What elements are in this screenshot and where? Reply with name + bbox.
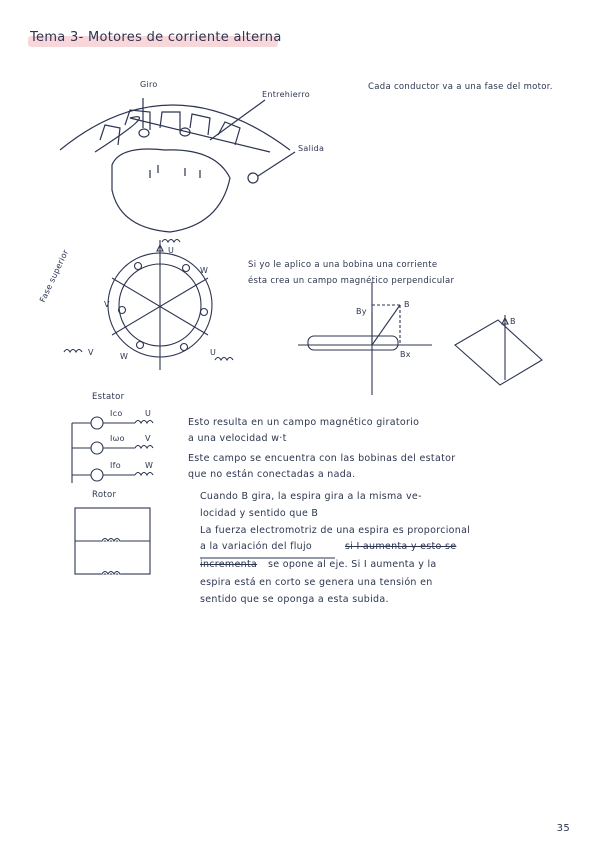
- paragraph-line-8b-struck: si I aumenta y esto se: [345, 541, 457, 552]
- estator-label: Estator: [92, 392, 125, 402]
- coil-v-symbol: [64, 350, 82, 353]
- label-salida: Salida: [298, 144, 325, 153]
- coil-w-symbol: [215, 358, 233, 361]
- estator-row-3-current: Ifo: [110, 461, 121, 470]
- rotor-label: Rotor: [92, 490, 117, 500]
- ring-terminal-5: [137, 342, 144, 349]
- paragraph-line-2: a una velocidad w·t: [188, 433, 287, 444]
- page-number: 35: [556, 823, 570, 834]
- estator-row-2-current: Iωo: [110, 434, 125, 443]
- ring-terminal-2: [183, 265, 190, 272]
- rotor-bars: [150, 165, 200, 178]
- field-component-figure: [298, 282, 542, 395]
- conductor-1: [139, 129, 149, 137]
- label-u-top: U: [168, 246, 175, 255]
- paragraph-line-1: Esto resulta en un campo magnético giratorio: [188, 417, 420, 428]
- paragraph-line-9a-struck: incrementa: [200, 559, 258, 570]
- note-bobina-line2: ésta crea un campo magnético perpendicular: [248, 276, 455, 286]
- estator-circuit: [72, 417, 153, 483]
- label-bx: Bx: [400, 350, 411, 359]
- estator-row-2-phase: V: [145, 434, 151, 443]
- label-fase-superior: Fase superior: [38, 248, 71, 304]
- conductor-3: [248, 173, 258, 183]
- rotor-outline: [112, 149, 230, 232]
- ring-terminal-4: [201, 309, 208, 316]
- label-v-bottom: V: [88, 348, 94, 357]
- paragraph-line-9b: se opone al eje. Si I aumenta y la: [268, 559, 437, 570]
- paragraph-line-6: locidad y sentido que B: [200, 508, 319, 519]
- label-b-spira: B: [510, 317, 516, 326]
- note-bobina-line1: Si yo le aplico a una bobina una corriente: [248, 260, 438, 270]
- label-v-left: V: [104, 300, 110, 309]
- label-b-vector: B: [404, 300, 410, 309]
- rotor-circuit: [75, 508, 150, 574]
- label-u-bottom: U: [210, 348, 217, 357]
- paragraph-line-11: sentido que se oponga a esta subida.: [200, 594, 389, 605]
- ring-terminal-1: [135, 263, 142, 270]
- estator-row-3-phase: W: [145, 461, 154, 470]
- stator-slot-4: [190, 114, 210, 135]
- note-conductor-fase: Cada conductor va a una fase del motor.: [368, 82, 553, 92]
- label-giro: Giro: [140, 80, 158, 89]
- paragraph-line-10: espira está en corto se genera una tensión en: [200, 577, 433, 588]
- conductor-cylinder: [308, 336, 398, 350]
- ring-terminal-6: [181, 344, 188, 351]
- label-by: By: [356, 307, 367, 316]
- estator-source-2: [91, 442, 103, 454]
- paragraph-line-8a: a la variación del flujo: [200, 541, 313, 552]
- estator-coil-2: [135, 446, 153, 449]
- estator-row-1-current: Ico: [110, 409, 123, 418]
- page-title: Tema 3- Motores de corriente alterna: [30, 30, 282, 45]
- field-vector-b: [372, 305, 400, 345]
- label-w-right: W: [200, 266, 209, 275]
- coil-u-symbol: [162, 240, 180, 243]
- estator-row-1-phase: U: [145, 409, 152, 418]
- paragraph-line-4: que no están conectadas a nada.: [188, 469, 356, 480]
- paragraph-line-7: La fuerza electromotriz de una espira es proporcional: [200, 525, 471, 536]
- estator-coil-1: [135, 421, 153, 424]
- paragraph-line-5: Cuando B gira, la espira gira a la misma ve-: [200, 491, 422, 502]
- estator-source-3: [91, 469, 103, 481]
- label-entrehierro: Entrehierro: [262, 90, 310, 99]
- entrehierro-leader: [210, 100, 265, 140]
- spira-plane: [455, 320, 542, 385]
- salida-leader: [258, 152, 295, 176]
- label-w-bottom: W: [120, 352, 129, 361]
- paragraph-line-3: Este campo se encuentra con las bobinas del estator: [188, 453, 456, 464]
- estator-coil-3: [135, 473, 153, 476]
- estator-source-1: [91, 417, 103, 429]
